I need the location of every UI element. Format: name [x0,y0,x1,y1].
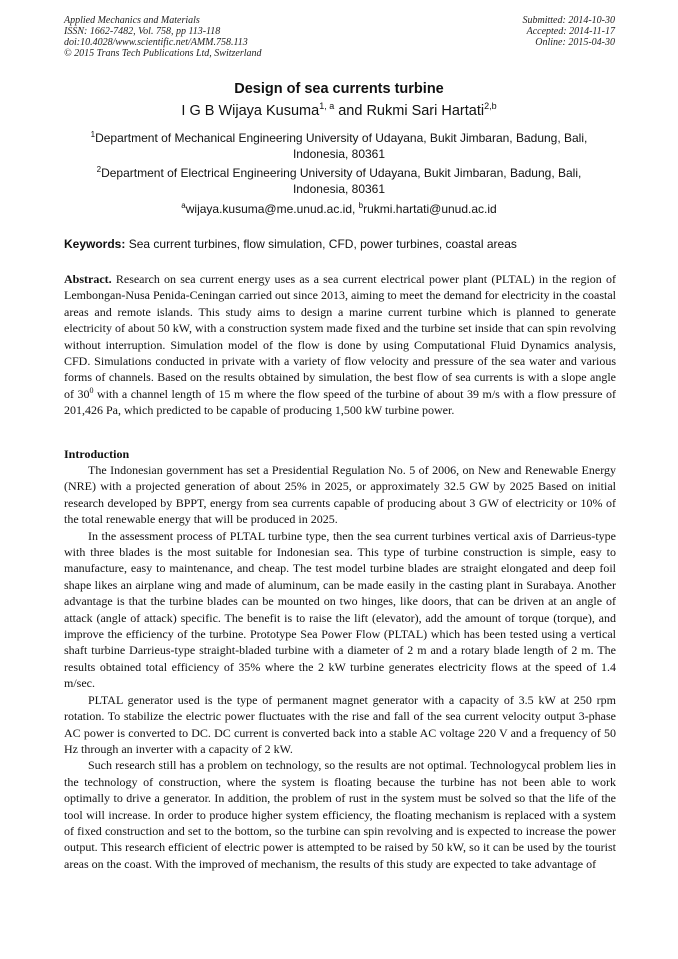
email-address: rukmi.hartati@unud.ac.id [363,202,497,216]
email-superscript: a [181,201,186,210]
introduction-body [64,462,616,872]
keywords-text: Sea current turbines, flow simulation, CFD, power turbines, coastal areas [128,237,517,251]
author-superscript: 2,b [484,101,497,112]
email-address: wijaya.kusuma@me.unud.ac.id, [185,202,356,216]
section-heading: Introduction [64,447,130,461]
paper-title: Design of sea currents turbine [234,81,444,97]
abstract-text: Research on sea current energy uses as a sea current electrical power plant (PLTAL) in the region of Lembongan-Nusa Penida-Ceningan carried out since 2013, aiming to meet the demand for electricity in the coastal areas and remote islands. This study aims to design a marine current turbine which is planned to generate electricity of about 50 kW, with a construction system made fixed and the turbine set inside that can spin revolving without interruption. Simulation model of the flow is done by using Computational Fluid Dynamics analysis, CFD. Simulations conducted in private with a variety of flow velocity and pressure of the sea water and various forms of channels. Based on the results obtained by simulation, the best flow of sea currents is with a slope angle of 30 [64,272,616,401]
author-joiner: and [334,103,367,119]
journal-copyright: © 2015 Trans Tech Publications Ltd, Switzerland [64,48,262,59]
author-line [0,101,678,121]
body-paragraph: Such research still has a problem on technology, so the results are not optimal. Technologycal problem lies in the technology of construction, where the system is floating because the turbine has not been able to work optimally to drive a generator. In addition, the problem of rust in the system must be solved so that the life of the tool will increase. In order to produce higher system efficiency, the floating mechanism is replaced with a system of fixed construction and set to the bottom, so the turbine can spin revolving and is expected to increase the power output. This research efficient of electric power is attempted to be raised by 50 kW, so it can be used by the tourist areas on the coast. With the improved of mechanism, the results of this study are expected to take advantage of [64,758,616,871]
submission-dates [415,15,615,48]
online-date: Online: 2015-04-30 [535,37,615,48]
email-superscript: b [358,201,364,210]
abstract-label: Abstract. [64,272,112,286]
affiliation-text: Department of Mechanical Engineering University of Udayana, Bukit Jimbaran, Badung, Bali, Indonesia, 80361 [95,131,588,161]
body-paragraph: In the assessment process of PLTAL turbine type, then the sea current turbines vertical axis of Darrieus-type with three blades is the most suitable for Indonesian sea. This type of turbine construction is simple, easy to manufacture, easy to maintenance, and cheap. The test model turbine blades are straight elongated and deep foil shape likes an airplane wing and made of aluminum, can be made easily in the casting plant in Surabaya. Another advantage is that the turbine blades can be mounted on two hinges, like doors, that can be driven at an angle of attack (angle of attack) specific. The benefit is to raise the lift (elevator), add the amount of torque (torque), and improve the efficiency of the turbine. Prototype Sea Power Flow (PLTAL) which has been tested using a vertical shaft turbine Darrieus-type straight-bladed turbine with a diameter of 2 m and a rotary blade length of 2 m. The results obtained total efficiency of 35% where the 2 kW turbine generates electricity flows at the speed of 1.4 m/sec. [64,528,616,691]
body-paragraph: The Indonesian government has set a Presidential Regulation No. 5 of 2006, on New and Renewable Energy (NRE) with a projected generation of about 25% in 2025, or approximately 32.5 GW by 2025 Based on initial research developed by BPPT, energy from sea currents capable of producing about 3 GW of electricity or 10% of the total renewable energy that will be produced in 2025. [64,463,616,527]
journal-info [64,15,364,59]
keywords [64,237,616,252]
affiliation [80,166,598,197]
abstract [64,271,616,419]
journal-issn: ISSN: 1662-7482, Vol. 758, pp 113-118 [64,26,221,37]
affiliation-superscript: 1 [90,130,96,139]
submitted-date: Submitted: 2014-10-30 [522,15,615,26]
abstract-paragraph [64,271,616,419]
author-name: I G B Wijaya Kusuma [181,103,320,119]
body-paragraph: PLTAL generator used is the type of permanent magnet generator with a capacity of 3.5 kW at 250 rpm rotation. To stabilize the electric power fluctuates with the rise and fall of the sea current velocity output 3-phase AC power is converted to DC. DC current is converted back into a stable AC voltage 220 V and a frequency of 50 Hz through an inverter with a capacity of 2 kW. [64,692,616,756]
affiliation-text: Department of Electrical Engineering University of Udayana, Bukit Jimbaran, Badung, Bali, Indonesia, 80361 [101,166,582,196]
keywords-label: Keywords: [64,237,126,251]
degree-superscript: 0 [89,385,94,395]
author-superscript: 1, a [319,101,335,112]
affiliation [80,131,598,162]
affiliation-superscript: 2 [96,165,102,174]
author-name: Rukmi Sari Hartati [366,103,485,119]
journal-doi: doi:10.4028/www.scientific.net/AMM.758.113 [64,37,248,48]
journal-name: Applied Mechanics and Materials [64,15,200,26]
accepted-date: Accepted: 2014-11-17 [526,26,615,37]
author-emails [0,202,678,217]
abstract-text: with a channel length of 15 m where the flow speed of the turbine of about 39 m/s with a flow pressure of 201,426 Pa, which predicted to be capable of producing 1,500 kW turbine power. [64,386,617,418]
